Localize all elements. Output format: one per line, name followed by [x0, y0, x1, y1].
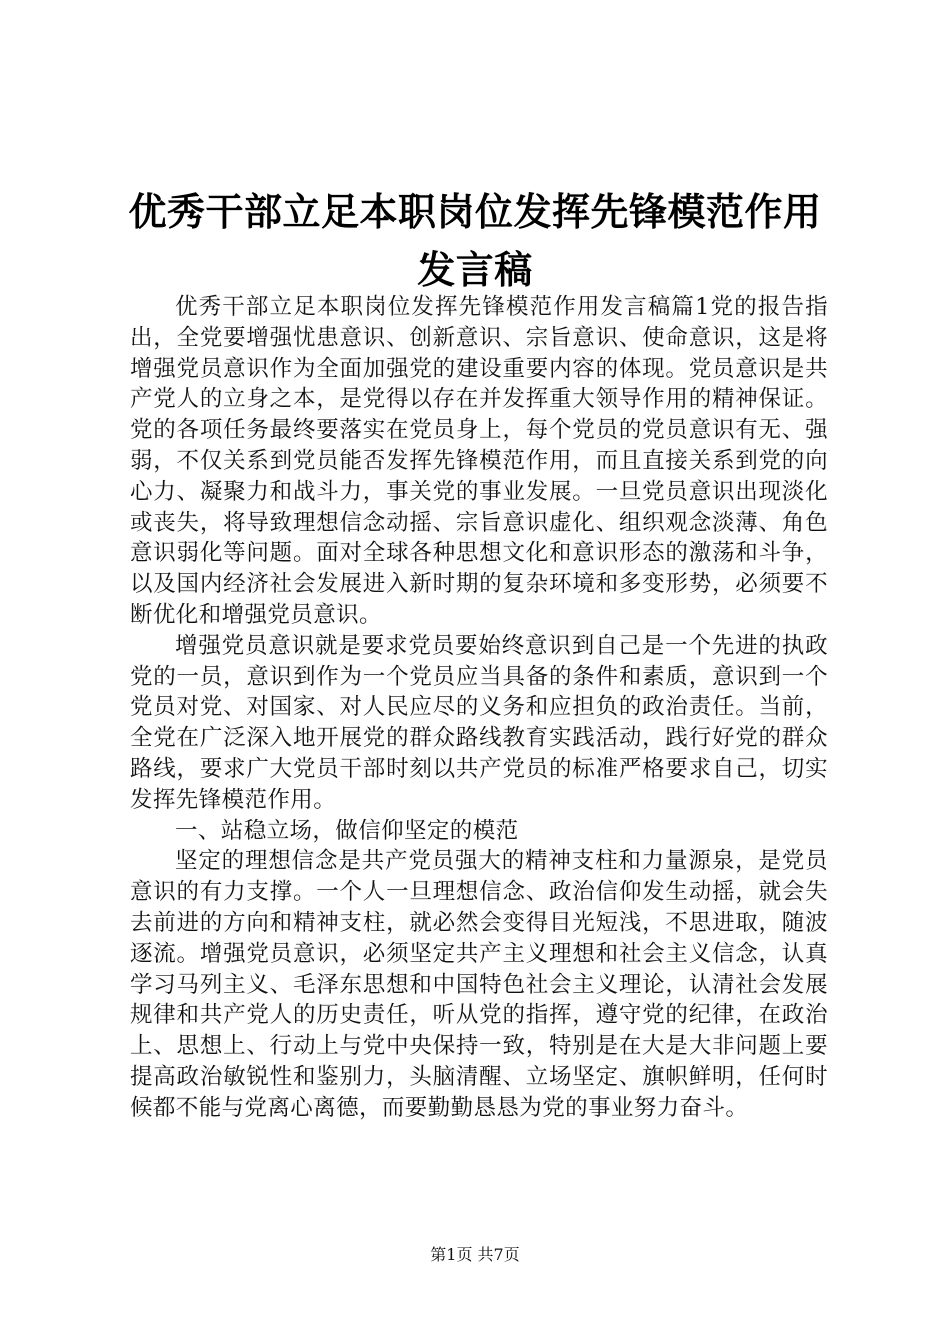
document-title: 优秀干部立足本职岗位发挥先锋模范作用发言稿	[128, 190, 822, 292]
body-paragraph-1: 优秀干部立足本职岗位发挥先锋模范作用发言稿篇1党的报告指出，全党要增强忧患意识、创新意识、宗旨意识、使命意识，这是将增强党员意识作为全面加强党的建设重要内容的体现。党员意识是共产党人的立身之本，是党得以存在并发挥重大领导作用的精神保证。党的各项任务最终要落实在党员身上，每个党员的党员意识有无、强弱，不仅关系到党员能否发挥先锋模范作用，而且直接关系到党的向心力、凝聚力和战斗力，事关党的事业发展。一旦党员意识出现淡化或丧失，将导致理想信念动摇、宗旨意识虚化、组织观念淡薄、角色意识弱化等问题。面对全球各种思想文化和意识形态的激荡和斗争，以及国内经济社会发展进入新时期的复杂环境和多变形势，必须要不断优化和增强党员意识。	[130, 294, 828, 628]
section-paragraph: 坚定的理想信念是共产党员强大的精神支柱和力量源泉，是党员意识的有力支撑。一个人一旦理想信念、政治信仰发生动摇，就会失去前进的方向和精神支柱，就必然会变得目光短浅，不思进取，随波逐流。增强党员意识，必须坚定共产主义理想和社会主义信念，认真学习马列主义、毛泽东思想和中国特色社会主义理论，认清社会发展规律和共产党人的历史责任，听从党的指挥，遵守党的纪律，在政治上、思想上、行动上与党中央保持一致，特别是在大是大非问题上要提高政治敏锐性和鉴别力，头脑清醒、立场坚定、旗帜鲜明，任何时候都不能与党离心离德，而要勤勤恳恳为党的事业努力奋斗。	[130, 848, 828, 1121]
page-number-footer: 第1页 共7页	[430, 1245, 520, 1264]
body-paragraph-2: 增强党员意识就是要求党员要始终意识到自己是一个先进的执政党的一员，意识到作为一个党员应当具备的条件和素质，意识到一个党员对党、对国家、对人民应尽的义务和应担负的政治责任。当前，全党在广泛深入地开展党的群众路线教育实践活动，践行好党的群众路线，要求广大党员干部时刻以共产党员的标准严格要求自己，切实发挥先锋模范作用。	[130, 632, 828, 813]
section-heading: 一、站稳立场，做信仰坚定的模范	[175, 817, 519, 844]
document-body	[130, 292, 828, 1124]
